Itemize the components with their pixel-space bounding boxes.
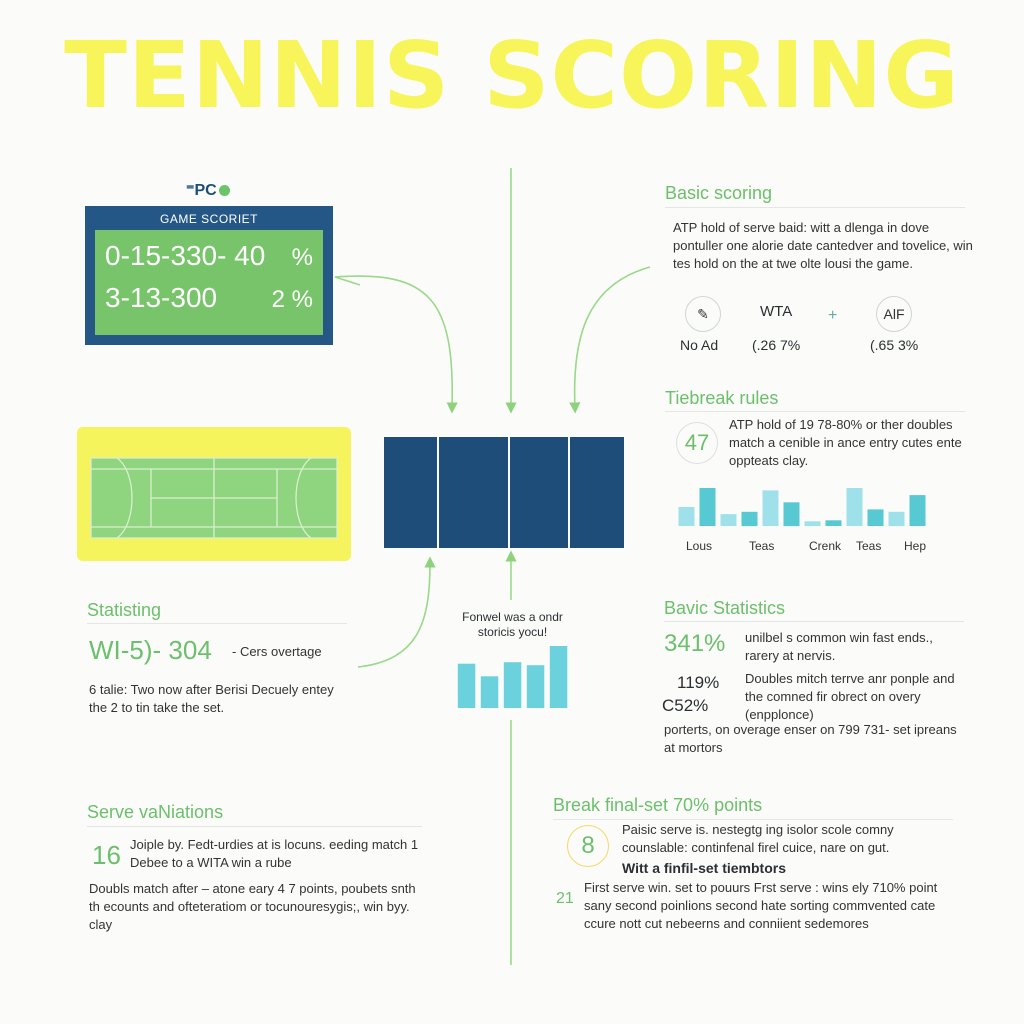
tiebreak-title: Tiebreak rules <box>665 388 779 408</box>
chart-bar <box>700 488 716 526</box>
no-ad-label: No Ad <box>680 337 719 353</box>
score-row-1-suffix: % <box>291 244 313 271</box>
break-text-2: Witt a finfil-set tiembtors <box>622 860 786 876</box>
basic-scoring-text: ATP hold of serve baid: witt a dlenga in dove pontuller one alorie date cantedver and tovelice, win tes hold on the at twe olte lousi the game. <box>673 220 973 271</box>
divider <box>553 819 953 820</box>
chart-bar <box>910 495 926 526</box>
chart-label: Lous <box>686 539 713 553</box>
scoreboard-logo: ⁼PC <box>186 180 230 200</box>
tiebreak-bar-chart <box>676 478 938 558</box>
serve-text-2: Doubls match after – atone eary 4 7 points, poubets snth th ecounts and ofteteratiom or tocunouresygis;, win byy. clay <box>89 881 416 932</box>
chart-bar <box>550 646 568 708</box>
tiebreak-text: ATP hold of 19 78-80% or ther doubles match a cenible in ance entry cutes ente oppteats clay. <box>729 417 962 468</box>
divider <box>665 411 965 412</box>
bavic-pct-1: 119% <box>677 673 720 692</box>
chart-label: Crenk <box>809 539 842 553</box>
statisting-text: 6 talie: Two now after Berisi Decuely entey the 2 to tin take the set. <box>89 682 334 715</box>
scoreboard-display <box>95 230 323 335</box>
chart-bar <box>742 512 758 526</box>
chart-label: Hep <box>904 539 927 553</box>
chart-label: Teas <box>856 539 882 553</box>
hand-icon: ✎ <box>685 296 721 332</box>
atp-stat: (.65 3% <box>870 337 919 353</box>
bavic-pct-2: C52% <box>662 696 709 715</box>
chart-label: Teas <box>749 539 775 553</box>
wta-label: WTA <box>760 303 793 320</box>
statisting-caption: - Cers overtage <box>232 644 322 659</box>
serve-text-1: Joiple by. Fedt-urdies at is locuns. eeding match 1 Debee to a WITA win a rube <box>130 837 419 870</box>
tennis-court-illustration <box>77 427 351 561</box>
break-final-set-title: Break final-set 70% points <box>553 795 763 815</box>
bavic-text-1: unilbel s common win fast ends., rarery at nervis. <box>745 630 933 663</box>
chart-bar <box>679 507 695 526</box>
chart-bar <box>504 662 522 708</box>
scoreboard-heading: GAME SCORIET <box>159 212 258 226</box>
bavic-statistics-title: Bavic Statistics <box>664 598 786 618</box>
scoreboard <box>85 206 333 345</box>
tiebreak-number-badge: 47 <box>676 422 718 464</box>
divider <box>664 621 964 622</box>
tennis-ball-icon <box>219 185 230 196</box>
atp-badge: AlF <box>876 296 912 332</box>
chart-bar <box>481 676 499 708</box>
bavic-text-2: Doubles mitch terrve anr ponple and the comned fir obrect on overy (enpplonce) <box>745 671 955 722</box>
bavic-text-3: porterts, on overage enser on 799 731- set ipreans at mortors <box>664 722 957 755</box>
chart-bar <box>527 665 545 708</box>
net-panels <box>384 437 624 548</box>
serve-variations-title: Serve vaNiations <box>87 802 224 822</box>
wta-stat: (.26 7% <box>752 337 801 353</box>
plus-icon: + <box>828 307 838 324</box>
chart-bar <box>889 512 905 526</box>
break-text-3: First serve win. set to pouurs Frst serve : wins ely 710% point sany second poinlions second hate sorting commvented cate ccure nott cut nebeerns and conniient sedemores <box>584 880 938 931</box>
chart-bar <box>805 521 821 526</box>
break-number-badge: 8 <box>567 825 609 867</box>
page-title: TENNIS SCORING <box>64 22 960 129</box>
serve-number: 16 <box>92 840 121 870</box>
chart-bar <box>763 490 779 526</box>
chart-bar <box>826 520 842 526</box>
chart-bar <box>868 509 884 526</box>
break-text-1: Paisic serve is. nestegtg ing isolor scole comny counslable: continfenal firel cuice, nare on gut. <box>622 822 894 855</box>
score-row-2: 3-13-300 <box>105 282 218 313</box>
divider <box>87 623 347 624</box>
score-row-1: 0-15-330- 40 <box>105 240 266 271</box>
chart-bar <box>784 502 800 526</box>
chart-bar <box>458 664 476 708</box>
chart-bar <box>847 488 863 526</box>
break-number-2: 21 <box>556 890 574 907</box>
score-row-2-suffix: 2 % <box>271 286 313 313</box>
middle-chart-caption: Fonwel was a ondr storicis yocu! <box>462 610 563 639</box>
divider <box>87 826 422 827</box>
chart-bar <box>721 514 737 526</box>
basic-scoring-title: Basic scoring <box>665 183 773 203</box>
bavic-big-stat: 341% <box>664 630 726 657</box>
statisting-figure: WI-5)- 304 <box>89 635 212 665</box>
divider <box>665 207 965 208</box>
middle-bar-chart <box>455 640 570 710</box>
statisting-title: Statisting <box>87 600 162 620</box>
